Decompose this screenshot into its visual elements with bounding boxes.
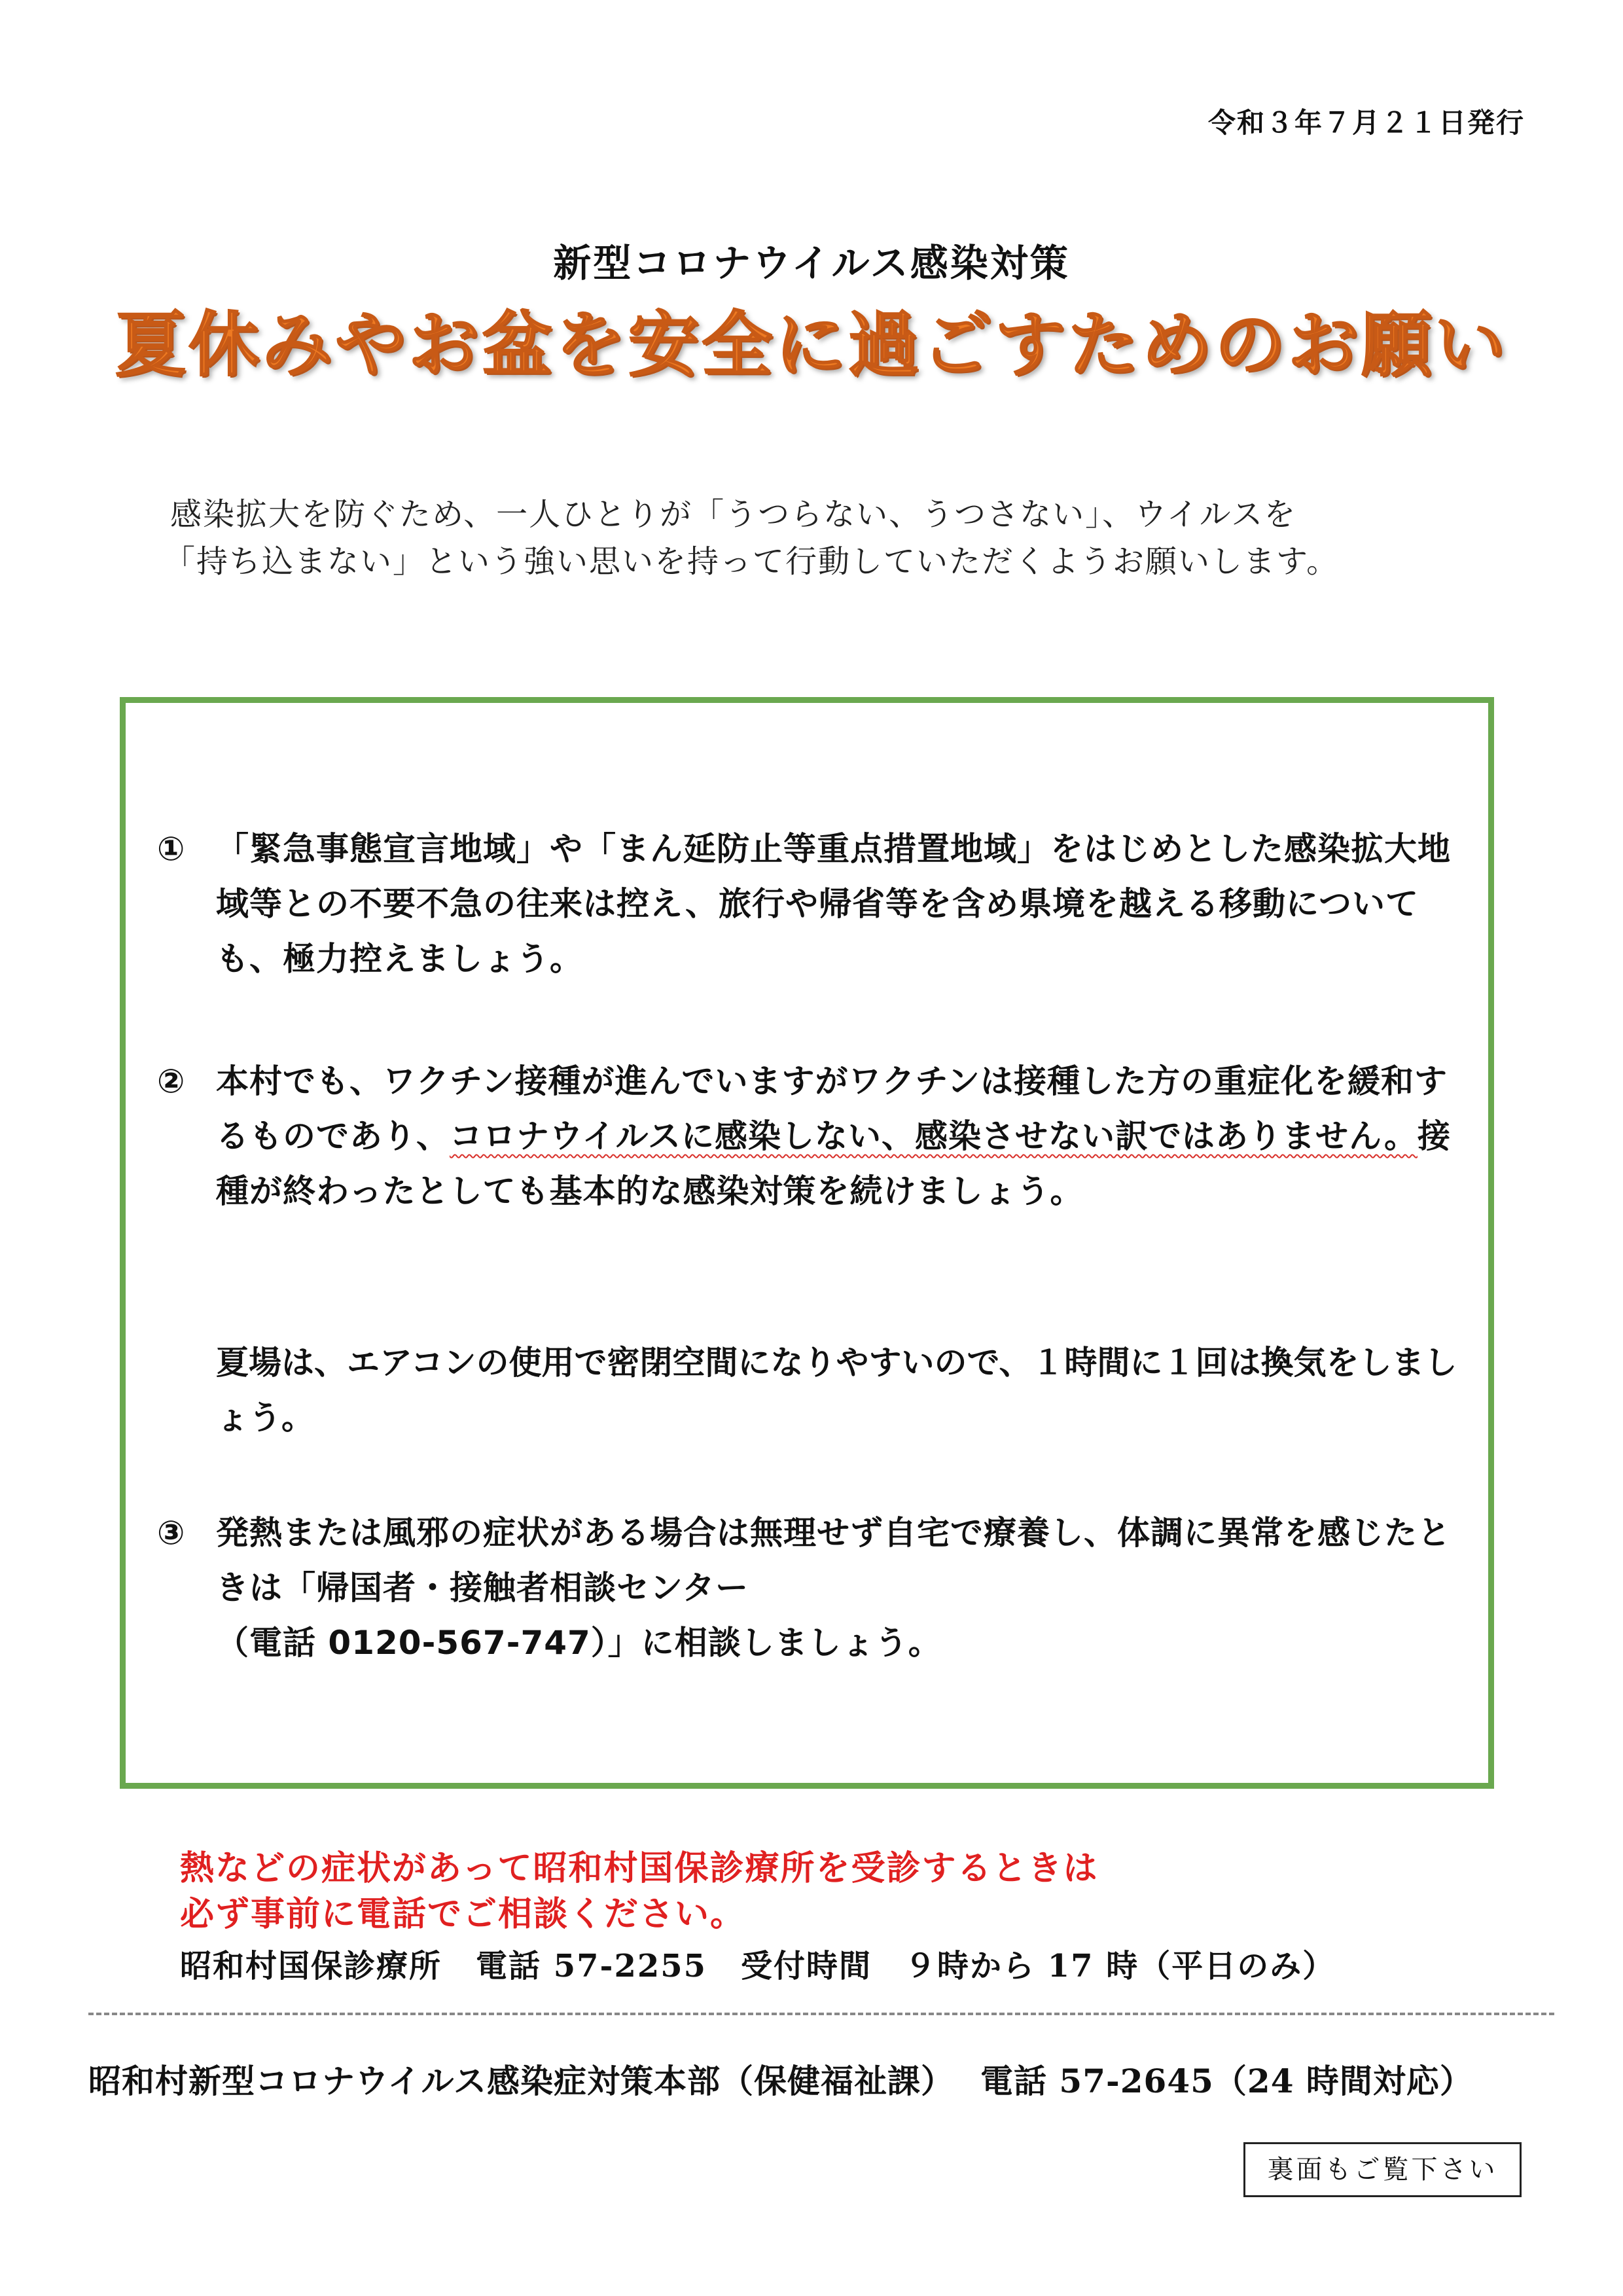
request-item-1 (157, 821, 1466, 986)
notice-line-2: 必ず事前に電話でご相談ください。 (180, 1894, 746, 1934)
subtitle: 新型コロナウイルス感染対策 (553, 241, 1070, 285)
request-item-2 (157, 1054, 1466, 1219)
intro-line-2: 「持ち込まない」という強い思いを持って行動していただくようお願いします。 (164, 543, 1340, 580)
item-number-3: ③ (157, 1514, 186, 1552)
item-2-text-before: 本村でも、ワクチン接種が進んでいますがワクチンは接種した方の重症化を緩和するものであり、 (216, 1062, 1448, 1155)
issue-date: 令和３年７月２１日発行 (1207, 107, 1525, 139)
item-number-1: ① (157, 830, 186, 868)
consultation-phone: （電話 0120-567-747）」に相談しましょう。 (216, 1624, 942, 1662)
item-text-3 (157, 1505, 1466, 1670)
intro-paragraph (164, 491, 1479, 585)
clinic-info (180, 1941, 1369, 1986)
intro-line-1: 感染拡大を防ぐため、一人ひとりが「うつらない、うつさない」、ウイルスを (170, 496, 1297, 533)
item-2-emphasis: コロナウイルスに感染しない、感染させない訳ではありません。 (450, 1117, 1418, 1155)
back-page-note: 裏面もご覧下さい (1243, 2142, 1522, 2197)
dashed-divider (88, 2013, 1554, 2015)
ventilation-note: 夏場は、エアコンの使用で密閉空間になりやすいので、１時間に１回は換気をしましょう。 (216, 1344, 1457, 1437)
hq-info (88, 2055, 1554, 2102)
clinic-hours: 受付時間 ９時から 17 時（平日のみ） (741, 1948, 1336, 1984)
hq-name: 昭和村新型コロナウイルス感染症対策本部（保健福祉課） (88, 2062, 954, 2100)
item-2-text-after: 接種が終わったとしても基本的な感染対策を続けましょう。 (216, 1117, 1451, 1210)
item-text-2 (157, 1054, 1466, 1219)
clinic-notice (180, 1846, 1098, 1937)
item-number-2: ② (157, 1062, 186, 1100)
hq-phone: 電話 57-2645（24 時間対応） (980, 2062, 1473, 2100)
request-item-3 (157, 1505, 1466, 1670)
page-title: 夏休みやお盆を安全に過ごすためのお願い (115, 304, 1508, 386)
clinic-name: 昭和村国保診療所 (180, 1948, 442, 1984)
item-text-1: 「緊急事態宣言地域」や「まん延防止等重点措置地域」をはじめとした感染拡大地域等との不要不急の往来は控え、旅行や帰省等を含め県境を越える移動についても、極力控えましょう。 (216, 830, 1451, 978)
clinic-phone: 電話 57-2255 (476, 1948, 707, 1984)
notice-line-1: 熱などの症状があって昭和村国保診療所を受診するときは (180, 1848, 1099, 1888)
item-3-text: 発熱または風邪の症状がある場合は無理せず自宅で療養し、体調に異常を感じたときは「帰国者・接触者相談センター (216, 1514, 1451, 1607)
